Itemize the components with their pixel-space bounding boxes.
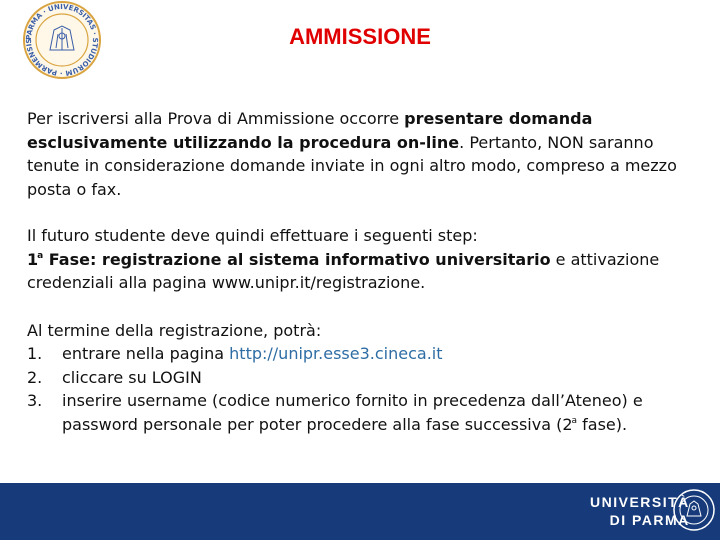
- page-title: AMMISSIONE: [289, 24, 431, 49]
- list-item-number: 3.: [27, 391, 43, 410]
- list-item-text-end: fase).: [577, 414, 628, 434]
- step-title: Fase: registrazione al sistema informativo universitario: [43, 249, 551, 269]
- footer-name-line1: UNIVERSITÀ: [590, 494, 690, 510]
- steps-intro: Il futuro studente deve quindi effettuare i seguenti step:: [27, 226, 478, 245]
- step-number: 1: [27, 249, 39, 269]
- after-registration-intro: Al termine della registrazione, potrà:: [27, 320, 322, 340]
- intro-paragraph: [27, 107, 702, 201]
- main-content: [27, 107, 702, 436]
- seal-text: PARMA · UNIVERSITAS · STUDIORUM · PARMENSIS: [24, 2, 100, 78]
- list-item: [27, 366, 702, 390]
- list-item-number: 1.: [27, 344, 43, 363]
- list-item-number: 2.: [27, 367, 43, 387]
- footer-seal-icon: [672, 488, 716, 532]
- esse3-link[interactable]: http://unipr.esse3.cineca.it: [229, 344, 443, 363]
- instructions-list: [27, 342, 702, 436]
- steps-paragraph: [27, 224, 702, 295]
- list-item: [27, 389, 702, 436]
- footer-bar: [0, 483, 720, 540]
- intro-bold-text: presentare domanda esclusivamente utilizzando la procedura on-line: [27, 109, 593, 152]
- intro-text: Per iscriversi alla Prova di Ammissione occorre: [27, 109, 405, 128]
- intro-text-end: . Pertanto, NON saranno tenute in considerazione domande inviate in ogni altro modo, compreso a mezzo posta o fax.: [27, 132, 677, 199]
- phase-superscript: a: [571, 416, 578, 427]
- list-item-text: entrare nella pagina: [62, 344, 230, 363]
- footer-name-line2: DI PARMA: [609, 512, 690, 528]
- list-item: [27, 342, 702, 366]
- step-superscript: a: [37, 251, 44, 262]
- step-description: e attivazione credenziali alla pagina www.unipr.it/registrazione.: [27, 249, 660, 292]
- list-item-text: cliccare su LOGIN: [62, 367, 202, 387]
- list-item-text: inserire username (codice numerico fornito in precedenza dall’Ateneo) e password personale per poter procedere alla fase successiva (2: [62, 391, 643, 434]
